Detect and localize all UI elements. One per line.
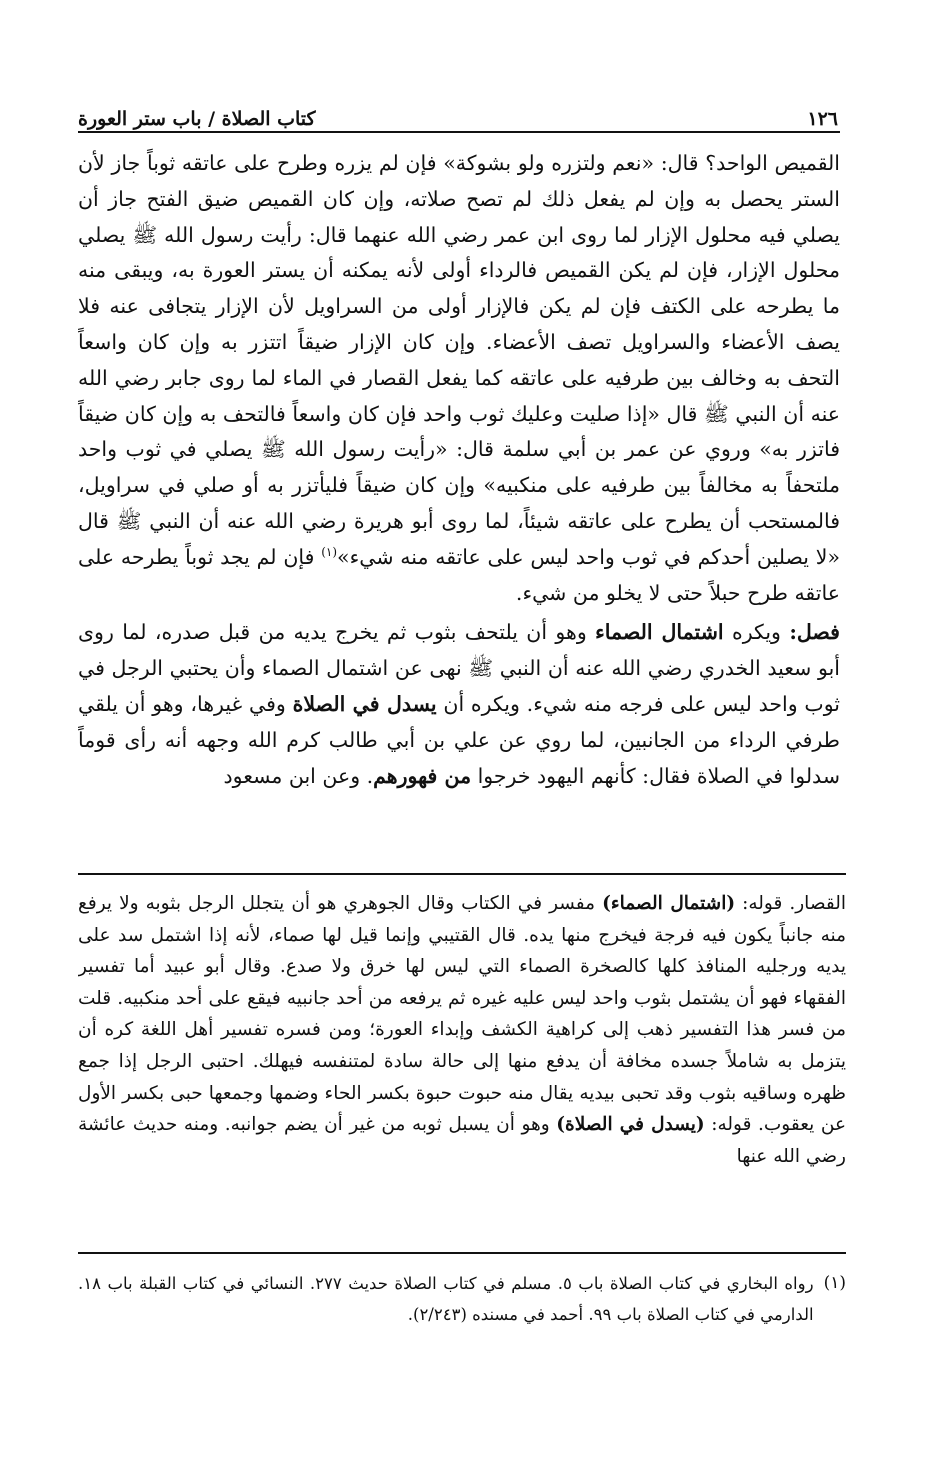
footnote-text: رواه البخاري في كتاب الصلاة باب ٥. مسلم في كتاب الصلاة حديث ٢٧٧. النسائي في كتاب القبلة باب ١٨. الدارمي في كتاب الصلاة باب ٩٩. أحمد في مسنده (٢/٢٤٣). <box>78 1274 814 1324</box>
p2-text-g: . وعن ابن مسعود <box>223 763 374 788</box>
main-paragraph-1-end: فإن لم يجد ثوباً يطرحه على عاتقه طرح حبلاً حتى لا يخلو من شيء. <box>78 544 840 605</box>
commentary-text-c: مفسر في الكتاب وقال الجوهري هو أن يتجلل الرجل بثوبه ولا يرفع منه جانباً يكون فيه فرجة فيخرج منها يده. قال القتيبي وإنما قيل لها صماء، لأنه إذا اشتمل سد على يديه ورجليه المنافذ كلها كالصخرة الصماء التي ليس لها خرق ولا صدع. وقال أبو عبيد أما تفسير الفقهاء فهو أن يشتمل بثوب واحد ليس عليه غيره ثم يرفعه من أحد جانبيه فيقع على أحد منكبيه. قلت من فسر هذا التفسير ذهب إلى كراهية الكشف وإبداء العورة؛ ومن فسره تفسير أهل اللغة كره أن يتزمل به شاملاً جسده مخافة أن يدفع منها إلى حالة سادة لمتنفسه فيهلك. احتبى الرجل إذا جمع ظهره وساقيه بثوب وقد تحبى بيديه يقال منه حبوت حبوة بكسر الحاء وضمها وجمعها حبى بكسر الأول عن يعقوب. قوله: <box>78 893 846 1136</box>
footnote-number: (١) <box>823 1273 846 1293</box>
main-paragraph-1 <box>78 146 840 611</box>
page-number: ١٢٦ <box>807 108 838 130</box>
commentary-paragraph <box>78 888 846 1172</box>
commentary-section <box>78 888 846 1233</box>
main-text <box>78 146 840 856</box>
footnote-rule <box>78 1252 846 1254</box>
term-ishtimal-assamma: اشتمال الصماء <box>595 620 724 645</box>
commentary-term-2: (يسدل في الصلاة) <box>556 1114 705 1136</box>
commentary-rule <box>78 873 846 875</box>
p2-text-e: وفي غيرها، وهو أن يلقي طرفي الرداء من الجانبين، لما روي عن علي بن أبي طالب كرم الله وجهه أنه رأى قوماً سدلوا في الصلاة فقال: كأنهم اليهود خرجوا <box>78 691 840 788</box>
commentary-text-a: القصار. قوله: <box>735 893 846 914</box>
chapter-title: كتاب الصلاة / باب ستر العورة <box>78 108 316 130</box>
main-paragraph-1-text: القميص الواحد؟ قال: «نعم ولتزره ولو بشوكة» فإن لم يزره وطرح على عاتقه ثوباً جاز لأن الستر يحصل به وإن لم يفعل ذلك لم تصح صلاته، وإن كان القميص ضيق الفتح جاز أن يصلي فيه محلول الإزار لما روى ابن عمر رضي الله عنهما قال: رأيت رسول الله ﷺ يصلي محلول الإزار، فإن لم يكن القميص فالرداء أولى لأنه يمكنه أن يستر العورة به، ويبقى منه ما يطرحه على الكتف فإن لم يكن فالإزار أولى من السراويل لأن الإزار يتجافى عنه فلا يصف الأعضاء والسراويل تصف الأعضاء. وإن كان الإزار ضيقاً اتتزر به وإن كان واسعاً التحف به وخالف بين طرفيه على عاتقه كما يفعل القصار في الماء لما روى جابر رضي الله عنه أن النبي ﷺ قال «إذا صليت وعليك ثوب واحد فإن كان واسعاً فالتحف به وإن كان ضيقاً فاتزر به» وروي عن عمر بن أبي سلمة قال: «رأيت رسول الله ﷺ يصلي في ثوب واحد ملتحفاً به مخالفاً بين طرفيه على منكبيه» وإن كان ضيقاً فليأتزر به أو صلي في سراويل، فالمستحب أن يطرح على عاتقه شيئاً، لما روى أبو هريرة رضي الله عنه أن النبي ﷺ قال «لا يصلين أحدكم في ثوب واحد ليس على عاتقه منه شيء» <box>78 151 840 569</box>
commentary-term-1: (اشتمال الصماء) <box>602 893 736 914</box>
main-paragraph-2 <box>78 615 840 794</box>
footnote-reference: (١) <box>321 544 338 559</box>
commentary-text-e: وهو أن يسبل ثوبه من غير أن يضم جوانبه. ومنه حديث عائشة رضي الله عنها <box>78 1114 846 1167</box>
fasl-label: فصل: <box>789 620 840 645</box>
header-rule <box>78 131 840 133</box>
p2-text-c: وهو أن يلتحف بثوب ثم يخرج يديه من قبل صدره، لما روى أبو سعيد الخدري رضي الله عنه أن النبي ﷺ نهى عن اشتمال الصماء وأن يحتبي الرجل في ثوب واحد ليس على فرجه منه شيء. ويكره أن <box>78 620 840 716</box>
term-fuhurihim: من فهورهم <box>373 763 472 788</box>
p2-text-a: ويكره <box>723 620 790 645</box>
term-yasdil: يسدل في الصلاة <box>292 691 437 716</box>
footnote <box>78 1268 846 1338</box>
running-header <box>78 96 838 130</box>
